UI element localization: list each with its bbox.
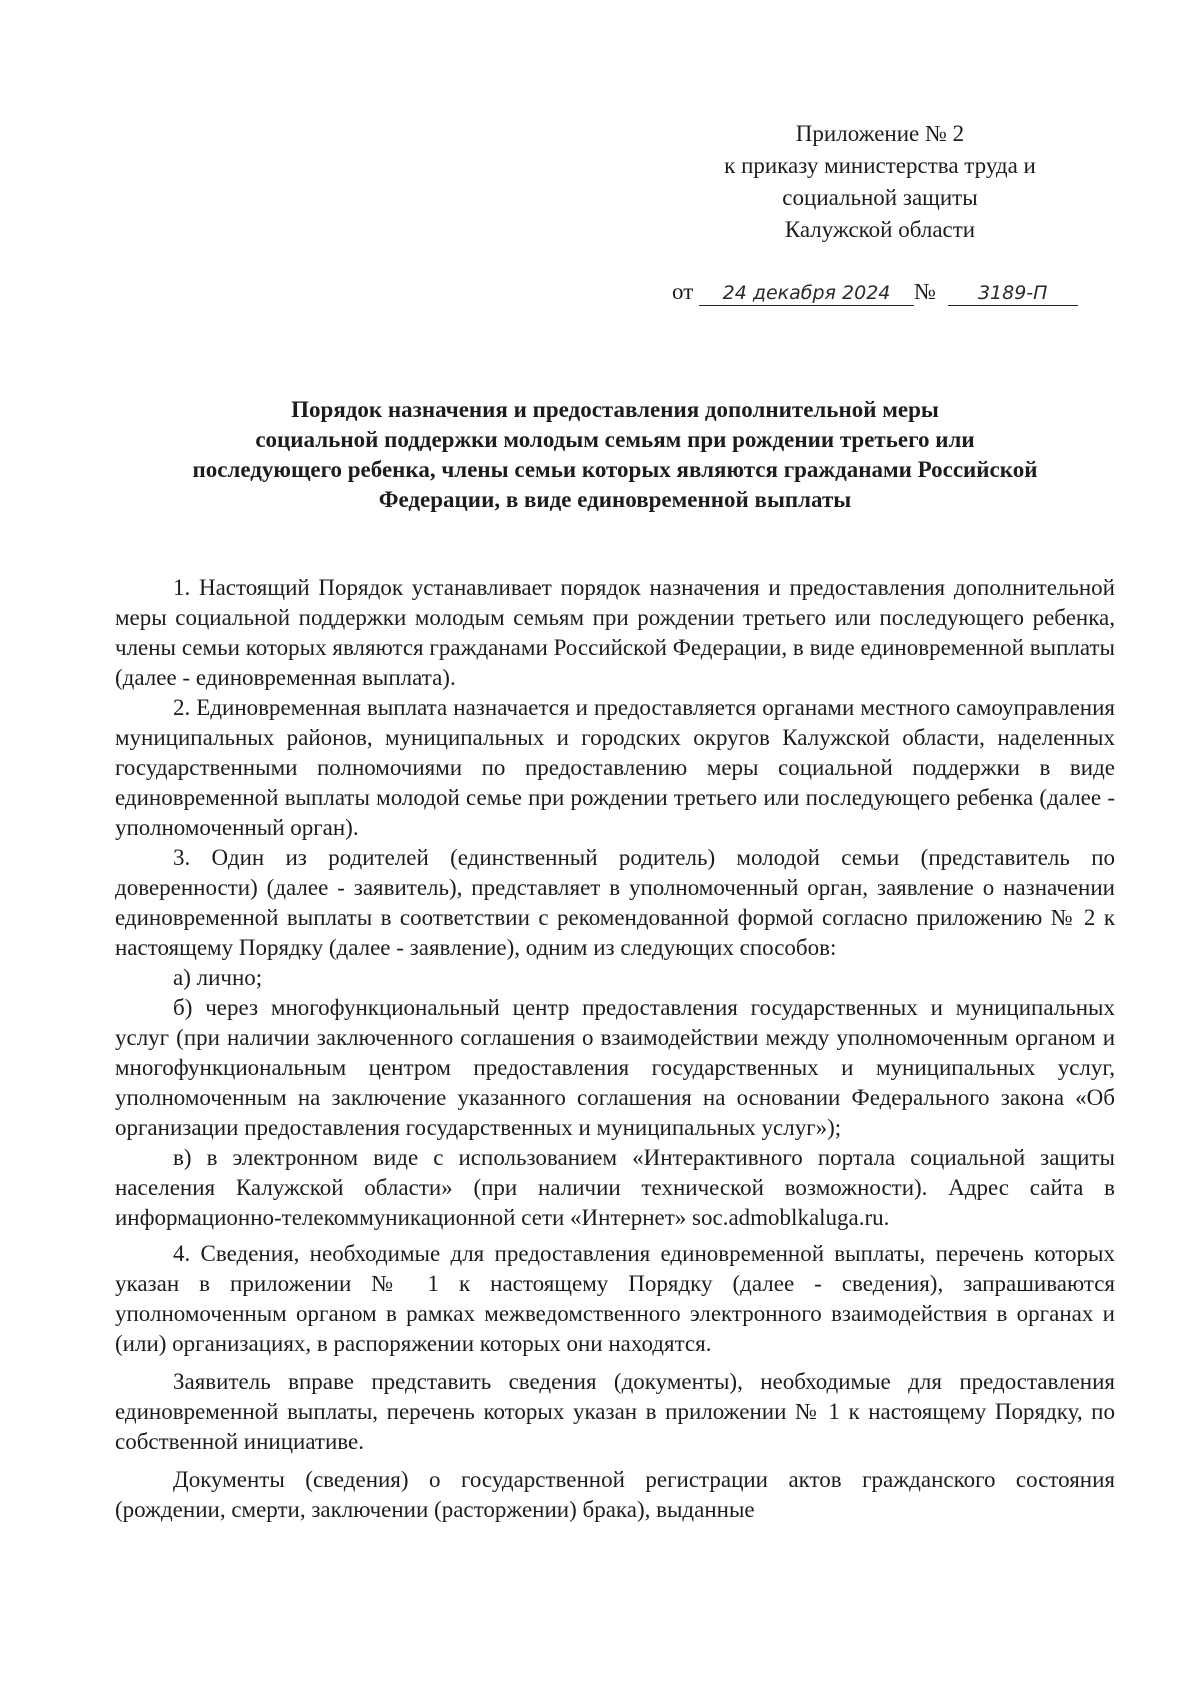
paragraph-4: 4. Сведения, необходимые для предоставления единовременной выплаты, перечень которых указан в приложении № 1 к настоящему Порядку (далее - сведения), запрашиваются уполномоченным органом в рамках межведомственного электронного взаимодействия в органах и (или) организациях, в распоряжении которых они находятся. bbox=[115, 1241, 1115, 1356]
title-line: Федерации, в виде единовременной выплаты bbox=[378, 487, 852, 512]
order-date-handwritten: 24 декабря 2024 bbox=[699, 281, 914, 306]
appendix-header bbox=[660, 118, 1100, 246]
paragraph-4-applicant: Заявитель вправе представить сведения (документы), необходимые для предоставления единовременной выплаты, перечень которых указан в приложении № 1 к настоящему Порядку, по собственной инициативе. bbox=[115, 1369, 1115, 1454]
appendix-line: социальной защиты bbox=[782, 185, 978, 210]
document-body bbox=[115, 573, 1115, 1525]
title-line: последующего ребенка, члены семьи которых являются гражданами Российской bbox=[192, 457, 1038, 482]
paragraph-3b: б) через многофункциональный центр предоставления государственных и муниципальных услуг (при наличии заключенного соглашения о взаимодействии между уполномоченным органом и многофункциональным центром предоставления государственных и муниципальных услуг, уполномоченным на заключение указанного соглашения на основании Федерального закона «Об организации предоставления государственных и муниципальных услуг»); bbox=[115, 995, 1115, 1140]
paragraph-1: 1. Настоящий Порядок устанавливает порядок назначения и предоставления дополнительной меры социальной поддержки молодым семьям при рождении третьего или последующего ребенка, члены семьи которых являются гражданами Российской Федерации, в виде единовременной выплаты (далее - единовременная выплата). bbox=[115, 575, 1115, 690]
paragraph-3: 3. Один из родителей (единственный родитель) молодой семьи (представитель по доверенности) (далее - заявитель), представляет в уполномоченный орган, заявление о назначении единовременной выплаты в соответствии с рекомендованной формой согласно приложению № 2 к настоящему Порядку (далее - заявление), одним из следующих способов: bbox=[115, 845, 1115, 960]
paragraph-3c: в) в электронном виде с использованием «Интерактивного портала социальной защиты населения Калужской области» (при наличии технической возможности). Адрес сайта в информационно-телекоммуникационной сети «Интернет» soc.admoblkaluga.ru. bbox=[115, 1145, 1115, 1230]
document-title bbox=[120, 395, 1110, 515]
title-line: социальной поддержки молодым семьям при рождении третьего или bbox=[255, 427, 975, 452]
title-line: Порядок назначения и предоставления дополнительной меры bbox=[291, 397, 939, 422]
order-number-handwritten: 3189-П bbox=[948, 281, 1078, 306]
paragraph-3a: а) лично; bbox=[173, 965, 263, 990]
from-label: от bbox=[672, 279, 694, 304]
appendix-line: Калужской области bbox=[784, 217, 976, 242]
number-label: № bbox=[914, 279, 936, 304]
paragraph-2: 2. Единовременная выплата назначается и предоставляется органами местного самоуправления муниципальных районов, муниципальных и городских округов Калужской области, наделенных государственными полномочиями по предоставлению меры социальной поддержки в виде единовременной выплаты молодой семье при рождении третьего или последующего ребенка (далее - уполномоченный орган). bbox=[115, 695, 1115, 840]
appendix-title: Приложение № 2 bbox=[795, 121, 965, 146]
order-reference bbox=[672, 277, 1092, 307]
paragraph-4-documents: Документы (сведения) о государственной регистрации актов гражданского состояния (рождении, смерти, заключении (расторжении) брака), выданные bbox=[115, 1467, 1115, 1522]
appendix-line: к приказу министерства труда и bbox=[724, 153, 1036, 178]
